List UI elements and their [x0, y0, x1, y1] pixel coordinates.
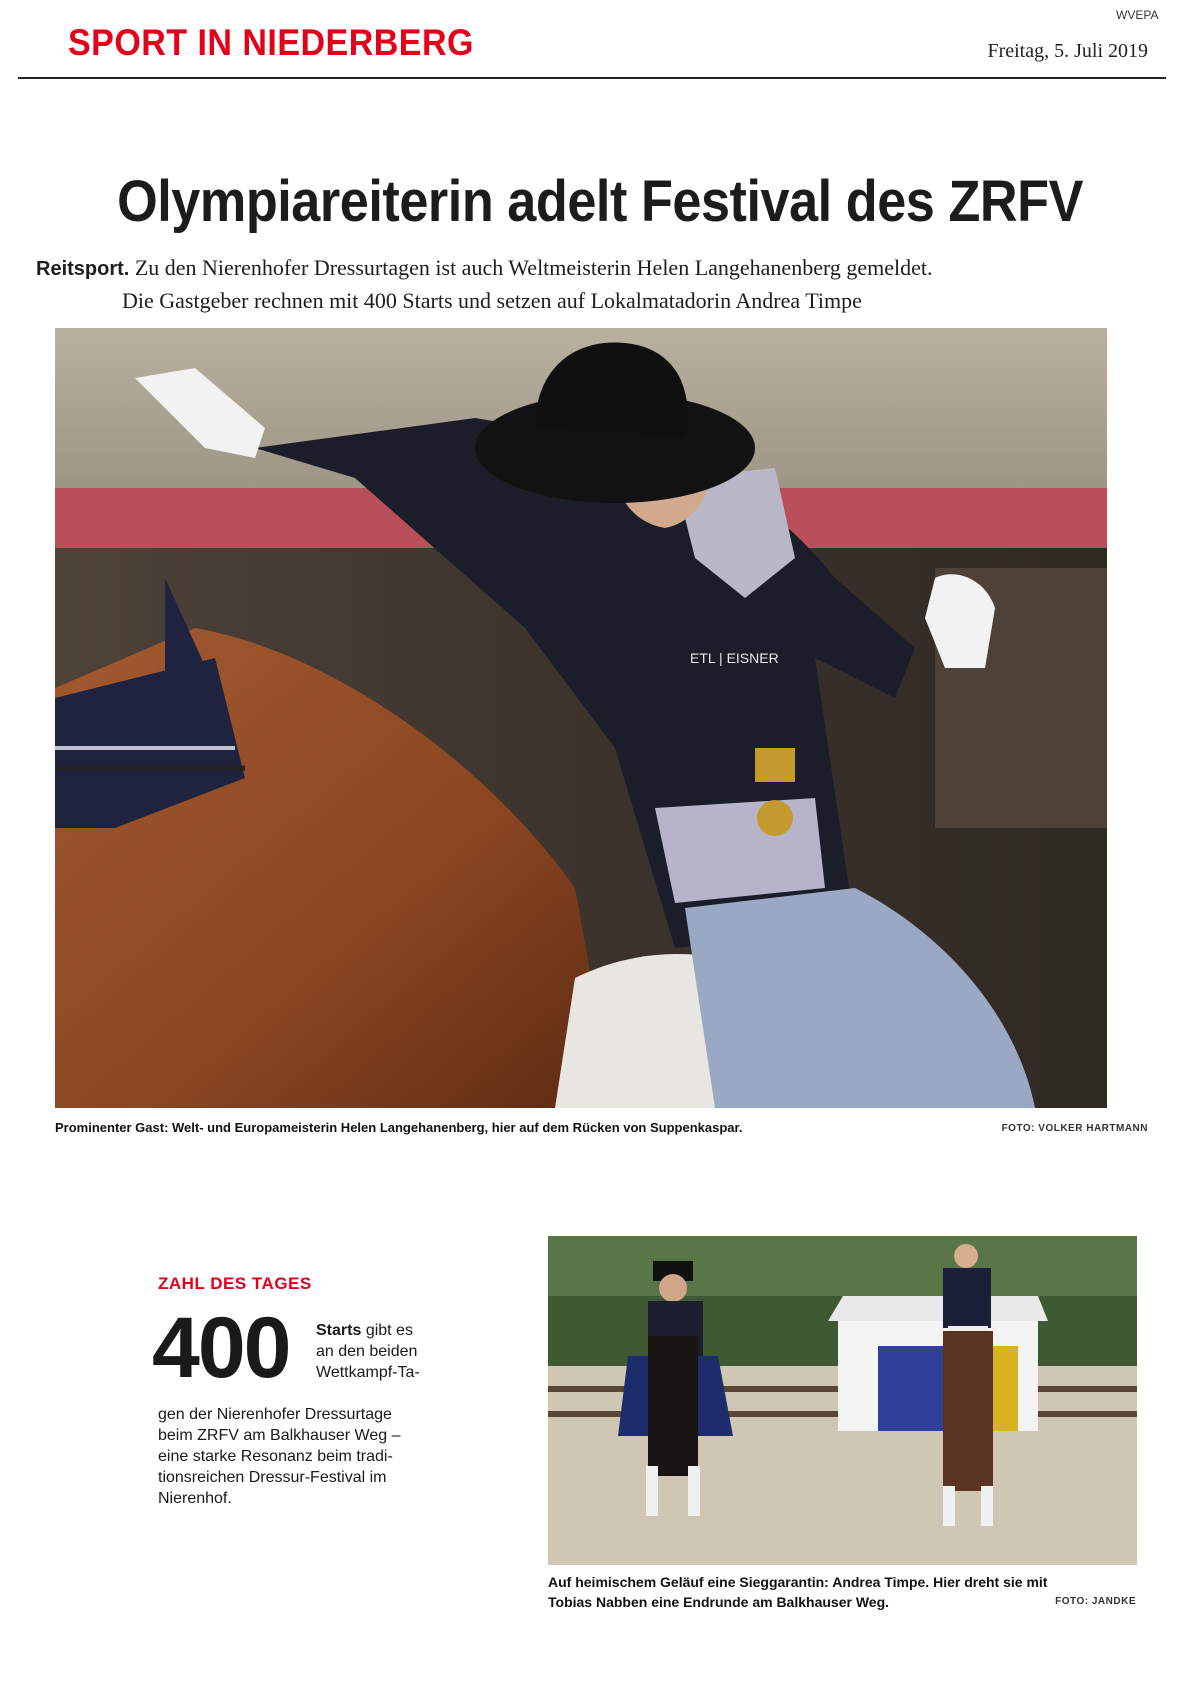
caption-line-1: Auf heimischem Geläuf eine Sieggarantin: Andrea Timpe. Hier dreht sie mit — [548, 1574, 1048, 1590]
body-line: beim ZRFV am Balkhauser Weg – — [158, 1427, 401, 1444]
zahl-des-tages-number: 400 — [152, 1300, 290, 1396]
main-photo — [55, 328, 1107, 1108]
side-line: an den beiden — [316, 1343, 418, 1360]
section-title: SPORT IN NIEDERBERG — [68, 22, 474, 63]
deck-line-1: Zu den Nierenhofer Dressurtagen ist auch Weltmeisterin Helen Langehanenberg gemeldet. — [134, 255, 933, 280]
body-line: eine starke Resonanz beim tradi- — [158, 1448, 393, 1465]
headline: Olympiareiterin adelt Festival des ZRFV — [117, 169, 1083, 234]
zahl-des-tages-body — [158, 1404, 458, 1509]
side-line: Wettkampf-Ta- — [316, 1364, 420, 1381]
source-tag: WVEPA — [1116, 8, 1159, 22]
dateline: Freitag, 5. Juli 2019 — [987, 40, 1148, 62]
header-rule — [18, 77, 1166, 79]
jacket-brand-text: ETL | EISNER — [690, 650, 779, 666]
side-line-rest: gibt es — [365, 1322, 413, 1339]
main-photo-caption: Prominenter Gast: Welt- und Europameisterin Helen Langehanenberg, hier auf dem Rücken von Suppenkaspar. — [55, 1120, 743, 1135]
second-photo-credit: FOTO: JANDKE — [1055, 1596, 1136, 1607]
deck-line-2: Die Gastgeber rechnen mit 400 Starts und setzen auf Lokalmatadorin Andrea Timpe — [122, 288, 862, 313]
starts-word: Starts — [316, 1322, 362, 1339]
zahl-des-tages-label: ZAHL DES TAGES — [158, 1274, 312, 1293]
body-line: tionsreichen Dressur-Festival im — [158, 1469, 387, 1486]
second-photo-illustration — [548, 1236, 1137, 1565]
body-line: Nierenhof. — [158, 1490, 232, 1507]
side-line — [316, 1320, 466, 1341]
zahl-des-tages-side-text — [316, 1320, 466, 1383]
deck — [36, 252, 1186, 317]
deck-kicker: Reitsport. — [36, 258, 130, 280]
body-line: gen der Nierenhofer Dressurtage — [158, 1406, 392, 1423]
main-photo-credit: FOTO: VOLKER HARTMANN — [1001, 1123, 1148, 1134]
main-photo-illustration — [55, 328, 1107, 1108]
second-photo — [548, 1236, 1137, 1565]
caption-line-2: Tobias Nabben eine Endrunde am Balkhauser Weg. — [548, 1594, 890, 1610]
